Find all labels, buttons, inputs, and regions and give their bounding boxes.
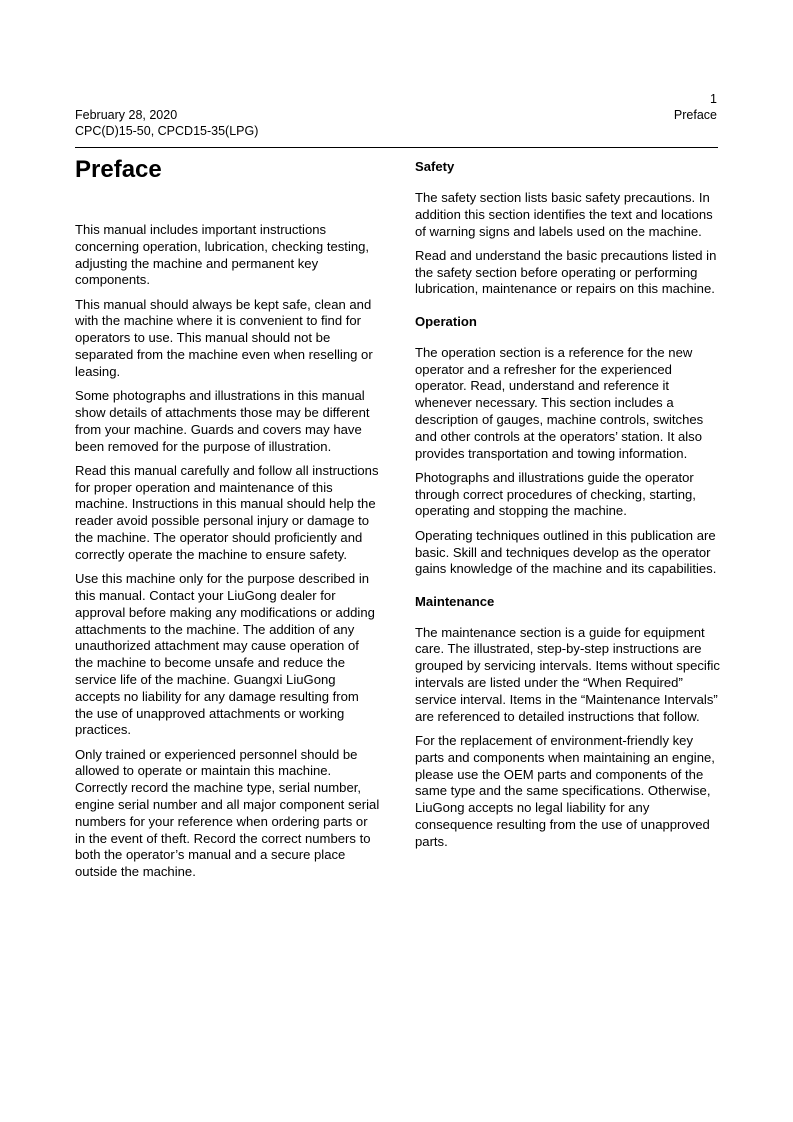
document-header-left	[75, 107, 258, 139]
section-heading-safety: Safety	[415, 159, 455, 174]
paragraph: Only trained or experienced personnel should be allowed to operate or maintain this machine. Correctly record the machine type, serial number, engine serial number and all major component serial numbers for your reference when ordering parts or in the event of theft. Record the correct numbers to both the operator’s manual and a secure place outside the machine.	[75, 746, 380, 880]
section-name: Preface	[673, 108, 717, 122]
paragraph: Photographs and illustrations guide the operator through correct procedures of checking, starting, operating and stopping the machine.	[415, 469, 696, 519]
right-column	[415, 158, 720, 858]
page-number: 1	[710, 92, 717, 106]
paragraph: Read and understand the basic precautions listed in the safety section before operating or performing lubrication, maintenance or repairs on this machine.	[415, 247, 717, 297]
left-column	[75, 222, 380, 888]
document-model: CPC(D)15-50, CPCD15-35(LPG)	[75, 124, 259, 138]
document-date: February 28, 2020	[75, 108, 178, 122]
paragraph: This manual includes important instructions concerning operation, lubrication, checking testing, adjusting the machine and permanent key components.	[75, 222, 370, 288]
paragraph: The operation section is a reference for the new operator and a refresher for the experienced operator. Read, understand and reference it whenever necessary. This section includes a description of gauges, machine controls, switches and other controls at the operators’ station. It also provides transportation and towing information.	[415, 344, 704, 461]
header-divider	[75, 147, 718, 148]
section-heading-operation: Operation	[415, 313, 477, 329]
paragraph: Operating techniques outlined in this publication are basic. Skill and techniques develop as the operator gains knowledge of the machine and its capabilities.	[415, 527, 717, 577]
paragraph: Use this machine only for the purpose described in this manual. Contact your LiuGong dealer for approval before making any modifications or adding attachments to the machine. The addition of any unauthorized attachment may cause operation of the machine to become unsafe and reduce the service life of the machine. Guangxi LiuGong accepts no liability for any damage resulting from the use of unapproved attachments or working practices.	[75, 571, 375, 738]
document-header-right	[674, 91, 717, 123]
page-title: Preface	[75, 156, 162, 183]
paragraph: For the replacement of environment-friendly key parts and components when maintaining an engine, please use the OEM parts and components of the same type and the same specifications. Otherwise, LiuGong accepts no legal liability for any consequence resulting from the use of unapproved parts.	[415, 732, 715, 849]
paragraph: This manual should always be kept safe, clean and with the machine where it is convenient to find for operators to use. This manual should not be separated from the machine even when reselling or leasing.	[75, 296, 373, 379]
paragraph: The safety section lists basic safety precautions. In addition this section identifies the text and locations of warning signs and labels used on the machine.	[415, 190, 713, 239]
paragraph: Some photographs and illustrations in this manual show details of attachments those may be different from your machine. Guards and covers may have been removed for the purpose of illustration.	[75, 388, 370, 454]
paragraph: The maintenance section is a guide for equipment care. The illustrated, step-by-step instructions are grouped by servicing intervals. Items without specific intervals are listed under the “When Required” service interval. Items in the “Maintenance Intervals” are referenced to detailed instructions that follow.	[415, 624, 720, 724]
paragraph: Read this manual carefully and follow all instructions for proper operation and maintenance of this machine. Instructions in this manual should help the reader avoid possible personal injury or damage to the machine. The operator should proficiently and correctly operate the machine to ensure safety.	[75, 462, 379, 562]
section-heading-maintenance: Maintenance	[415, 593, 495, 609]
